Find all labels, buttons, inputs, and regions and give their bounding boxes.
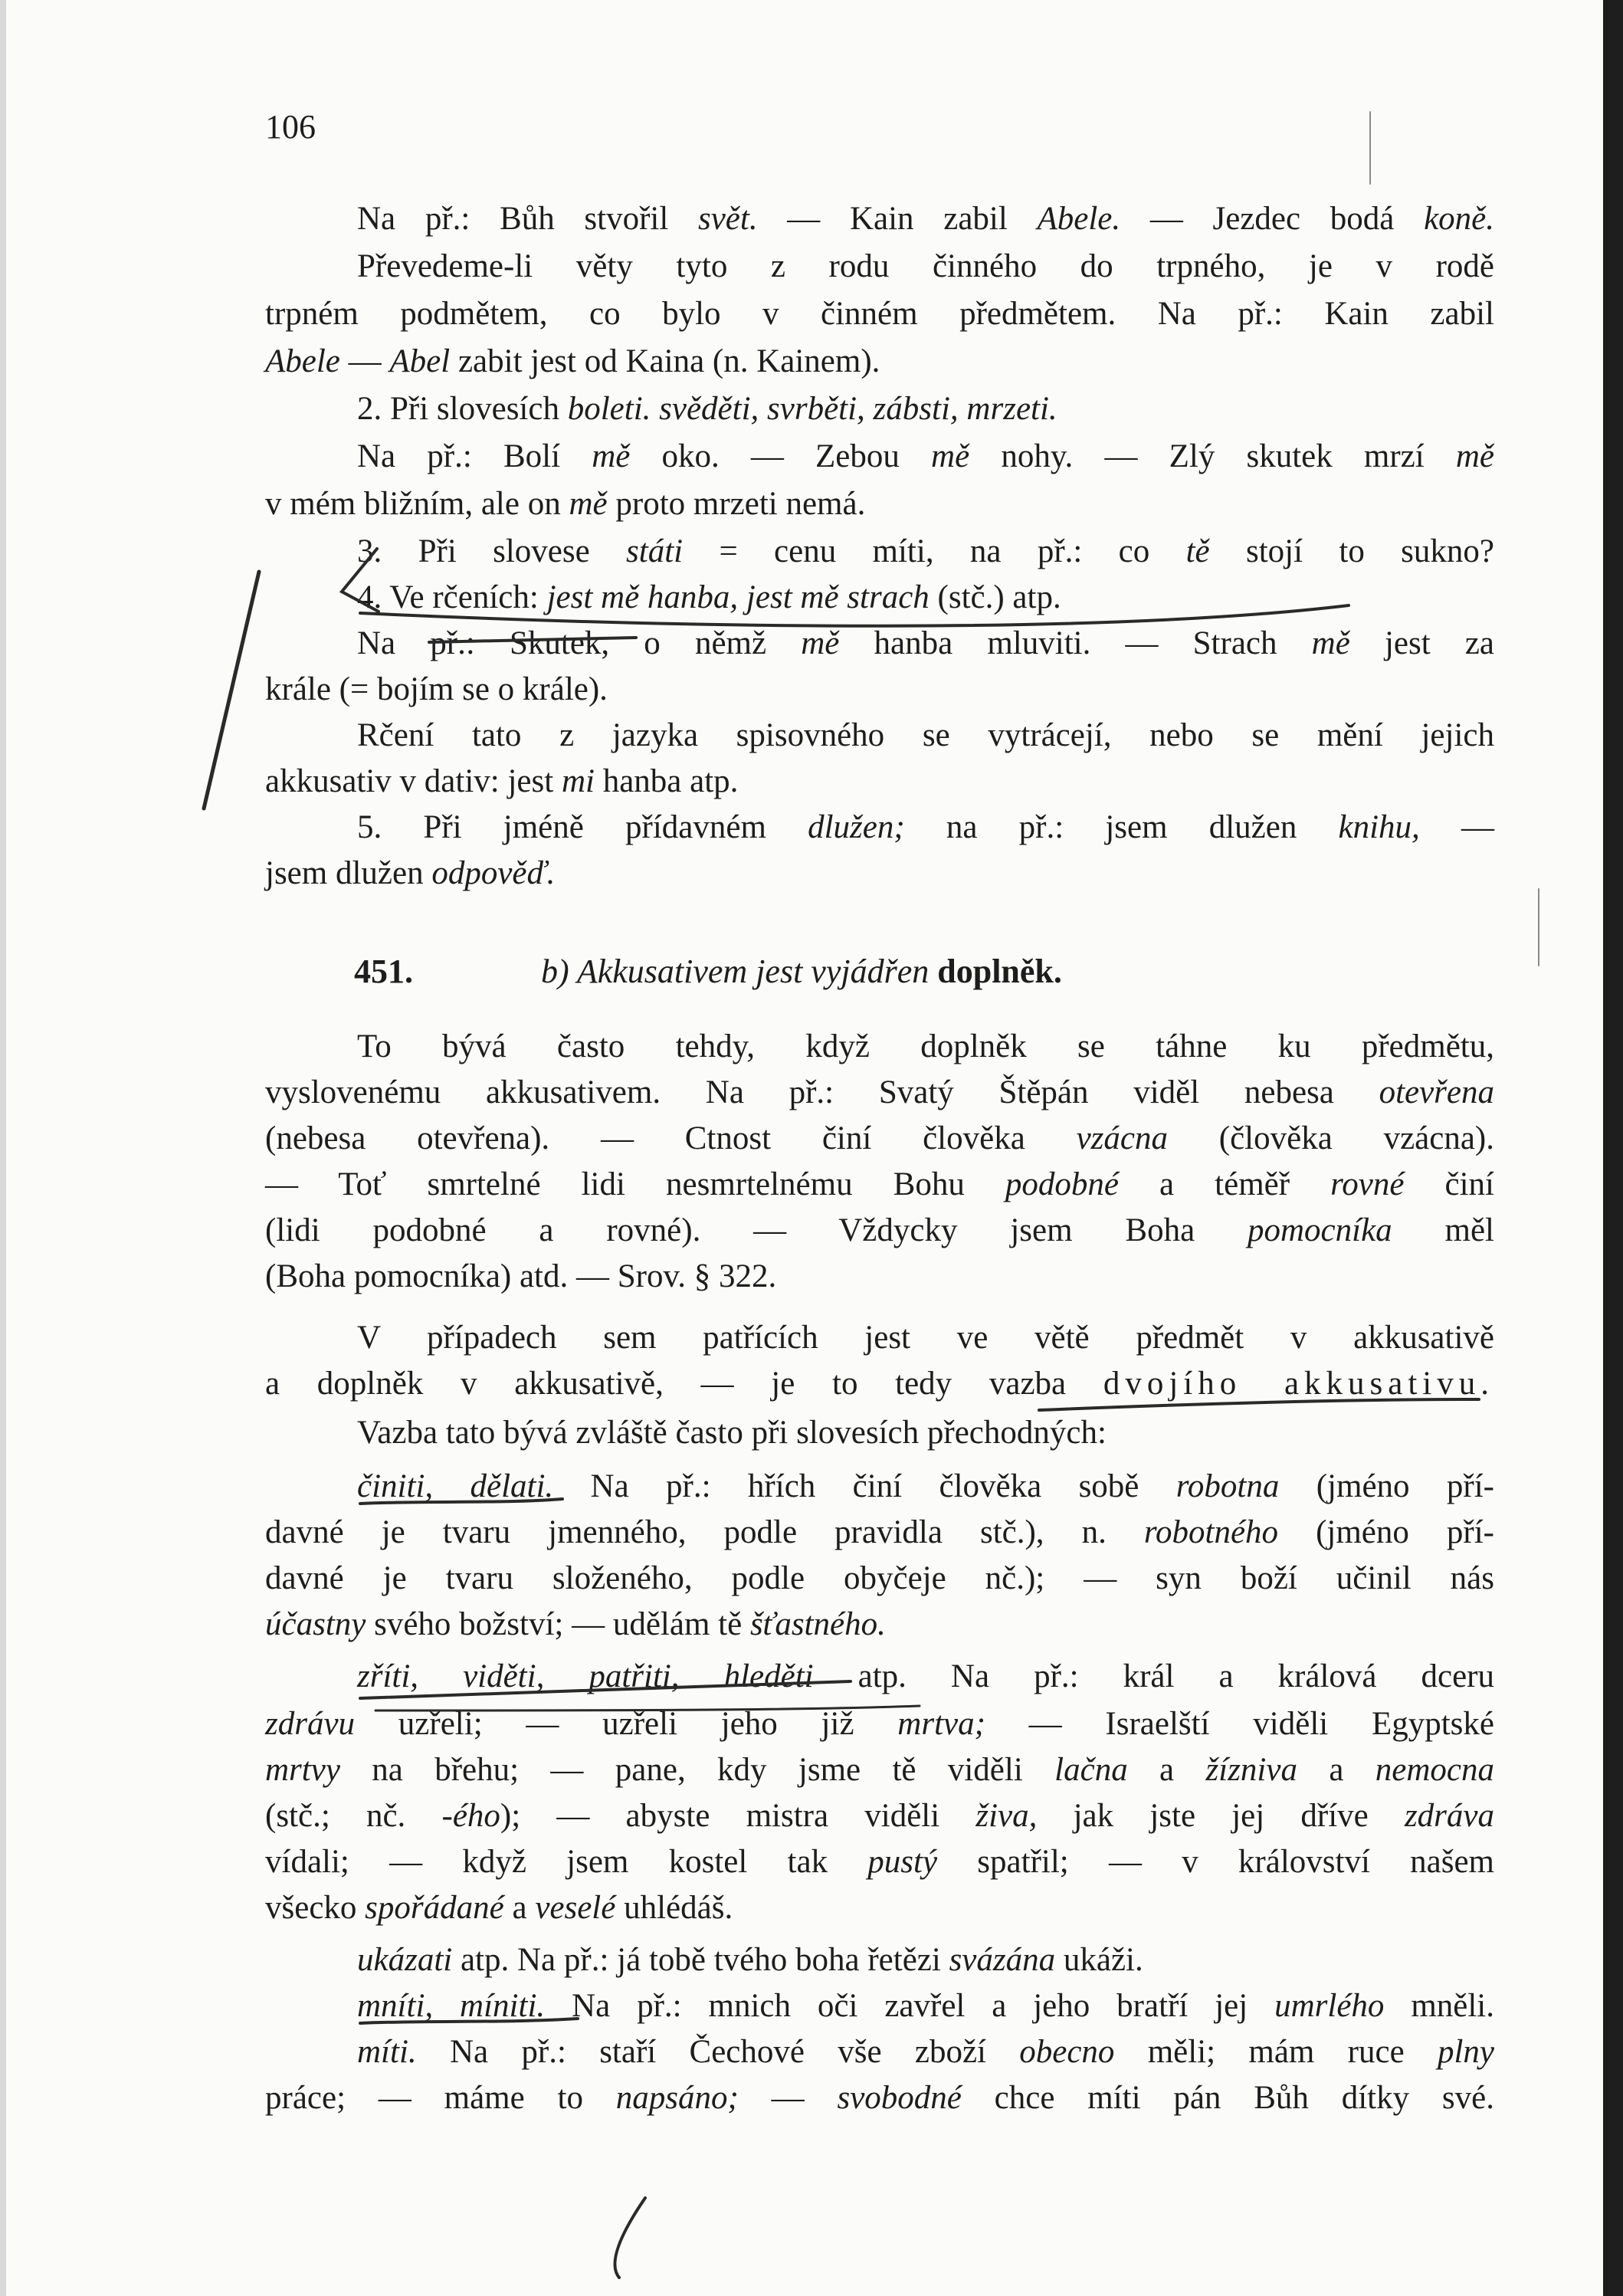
text-line: 3. Při slovese státi = cenu míti, na př.: co tě stojí to sukno? bbox=[357, 533, 1494, 569]
text-line: akkusativ v dativ: jest mi hanba atp. bbox=[265, 763, 739, 799]
text-line: trpném podmětem, co bylo v činném předmětem. Na př.: Kain zabil bbox=[265, 296, 1494, 332]
text-line: Převedeme-li věty tyto z rodu činného do trpného, je v rodě bbox=[357, 248, 1494, 284]
text-line: práce; — máme to napsáno; — svobodné chce míti pán Bůh dítky své. bbox=[265, 2080, 1494, 2116]
text-line: jsem dlužen odpověď. bbox=[265, 855, 556, 891]
text-line: míti. Na př.: staří Čechové vše zboží obecno měli; mám ruce plny bbox=[357, 2034, 1494, 2070]
text-line: účastny svého božství; — udělám tě šťastného. bbox=[265, 1606, 886, 1642]
text-line: krále (= bojím se o krále). bbox=[265, 671, 608, 707]
text-line: Abele — Abel zabit jest od Kaina (n. Kainem). bbox=[265, 343, 880, 379]
text-line: 4. Ve rčeních: jest mě hanba, jest mě strach (stč.) atp. bbox=[357, 579, 1061, 615]
text-line: mníti, míniti. Na př.: mnich oči zavřel a jeho bratří jej umrlého mněli. bbox=[357, 1988, 1495, 2024]
section-heading: b) Akkusativem jest vyjádřen doplněk. bbox=[541, 953, 1062, 990]
text-line: vyslovenému akkusativem. Na př.: Svatý Štěpán viděl nebesa otevřena bbox=[265, 1074, 1494, 1110]
section-number: 451. bbox=[354, 953, 413, 990]
text-line: 2. Při slovesích boleti. svěděti, svrběti, zábsti, mrzeti. bbox=[357, 391, 1057, 427]
text-line: ukázati atp. Na př.: já tobě tvého boha řetězi svázána ukáži. bbox=[357, 1942, 1143, 1978]
text-line: a doplněk v akkusativě, — je to tedy vazba dvojího akkusativu. bbox=[265, 1366, 1494, 1402]
text-line: vídali; — když jsem kostel tak pustý spatřil; — v království našem bbox=[265, 1844, 1494, 1880]
text-line: Na př.: Bůh stvořil svět. — Kain zabil Abele. — Jezdec bodá koně. bbox=[357, 201, 1494, 237]
text-line: zdrávu uzřeli; — uzřeli jeho již mrtva; — Israelští viděli Egyptské bbox=[265, 1706, 1494, 1742]
scan-edge-right bbox=[1603, 0, 1623, 2296]
margin-pencil-stroke bbox=[204, 572, 259, 809]
text-line: 5. Při jméně přídavném dlužen; na př.: jsem dlužen knihu, — bbox=[357, 809, 1494, 845]
text-line: davné je tvaru složeného, podle obyčeje nč.); — syn boží učinil nás bbox=[265, 1560, 1494, 1596]
text-line: To bývá často tehdy, když doplněk se táhne ku předmětu, bbox=[357, 1028, 1494, 1064]
text-line: Vazba tato bývá zvláště často při slovesích přechodných: bbox=[357, 1415, 1107, 1451]
text-line: (nebesa otevřena). — Ctnost činí člověka vzácna (člověka vzácna). bbox=[265, 1120, 1494, 1156]
text-line: v mém bližním, ale on mě proto mrzeti nemá. bbox=[265, 486, 866, 522]
page-number: 106 bbox=[265, 108, 316, 146]
text-line: (stč.; nč. -ého); — abyste mistra viděli živa, jak jste jej dříve zdráva bbox=[265, 1798, 1494, 1834]
text-line: Rčení tato z jazyka spisovného se vytrácejí, nebo se mění jejich bbox=[357, 717, 1494, 753]
spaced-term: dvojího akkusativu. bbox=[1103, 1366, 1494, 1402]
text-line: mrtvy na břehu; — pane, kdy jsme tě viděli lačna a žízniva a nemocna bbox=[265, 1752, 1495, 1788]
text-line: Na př.: Skutek, o němž mě hanba mluviti. — Strach mě jest za bbox=[357, 625, 1494, 661]
text-line: — Toť smrtelné lidi nesmrtelnému Bohu podobné a téměř rovné činí bbox=[265, 1166, 1494, 1202]
text-line: zříti, viděti, patřiti, hleděti atp. Na př.: král a králová dceru bbox=[357, 1658, 1494, 1694]
text-line: Na př.: Bolí mě oko. — Zebou mě nohy. — Zlý skutek mrzí mě bbox=[357, 438, 1494, 474]
text-line: činiti, dělati. Na př.: hřích činí člověka sobě robotna (jméno pří- bbox=[357, 1468, 1494, 1504]
scan-edge-left bbox=[0, 0, 6, 2296]
text-line: (Boha pomocníka) atd. — Srov. § 322. bbox=[265, 1258, 777, 1294]
text-line: všecko spořádané a veselé uhlédáš. bbox=[265, 1890, 733, 1926]
text-line: V případech sem patřících jest ve větě předmět v akkusativě bbox=[357, 1320, 1494, 1356]
pencil-mark-bottom bbox=[615, 2198, 645, 2278]
text-line: davné je tvaru jmenného, podle pravidla stč.), n. robotného (jméno pří- bbox=[265, 1514, 1494, 1550]
text-line: (lidi podobné a rovné). — Vždycky jsem Boha pomocníka měl bbox=[265, 1212, 1494, 1248]
